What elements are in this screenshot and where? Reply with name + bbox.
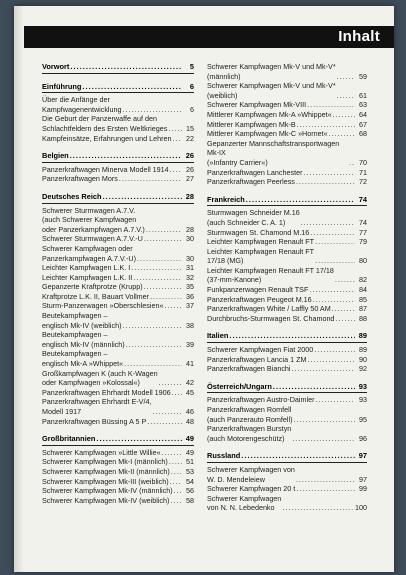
entry-page: 77 bbox=[359, 227, 367, 237]
entry-text: Kraftprotze L.K. II, Bauart Vollmer bbox=[42, 291, 150, 301]
entry-page: 93 bbox=[359, 395, 367, 405]
dot-leader bbox=[170, 165, 182, 175]
entry-text: Leichter Kampfwagen Renault FT 17/18 (MG) bbox=[207, 246, 315, 266]
toc-entry bbox=[42, 95, 194, 114]
dot-leader bbox=[335, 314, 355, 324]
dot-leader bbox=[124, 359, 182, 369]
toc-entry bbox=[42, 292, 194, 302]
entry-page: 71 bbox=[359, 167, 367, 177]
entry-page: 97 bbox=[359, 474, 367, 484]
toc-section bbox=[207, 62, 367, 187]
dot-leader bbox=[229, 331, 355, 341]
page-binding bbox=[14, 6, 24, 572]
section-heading bbox=[42, 82, 194, 94]
section-page: 6 bbox=[189, 81, 194, 91]
header-bar bbox=[24, 26, 394, 48]
dot-leader bbox=[133, 273, 182, 283]
toc-entry bbox=[42, 273, 194, 283]
toc-section bbox=[42, 434, 194, 505]
dot-leader bbox=[170, 477, 182, 487]
entry-page: 22 bbox=[186, 133, 194, 143]
dot-leader bbox=[164, 301, 182, 311]
section-page: 74 bbox=[358, 194, 367, 204]
dot-leader bbox=[297, 120, 355, 130]
entry-text: Schwerer Sturmwagen A.7.V.-U bbox=[42, 234, 143, 244]
entry-page: 70 bbox=[359, 157, 367, 167]
toc-entry bbox=[207, 129, 367, 139]
entry-page: 100 bbox=[355, 503, 367, 513]
toc-entry bbox=[207, 208, 367, 227]
toc-entry bbox=[42, 417, 194, 427]
dot-leader bbox=[122, 321, 182, 331]
dot-leader bbox=[282, 503, 354, 513]
section-heading bbox=[42, 192, 194, 204]
entry-page: 39 bbox=[186, 339, 194, 349]
dot-leader bbox=[70, 62, 182, 72]
entry-page: 35 bbox=[186, 282, 194, 292]
entry-page: 92 bbox=[359, 364, 367, 374]
entry-text: Schwerer Kampfwagen Mk-III (weiblich) bbox=[42, 476, 169, 486]
entry-page: 85 bbox=[359, 294, 367, 304]
entry-text: Funkpanzerwagen Renault TSF bbox=[207, 285, 309, 295]
entry-page: 79 bbox=[359, 237, 367, 247]
toc-entry bbox=[207, 395, 367, 405]
entry-page: 46 bbox=[186, 407, 194, 416]
book-page bbox=[14, 6, 394, 572]
entry-text: Mittlerer Kampfwagen Mk-A »Whippet« bbox=[207, 109, 332, 119]
dot-leader bbox=[170, 496, 182, 506]
toc-entry bbox=[42, 165, 194, 175]
entry-page: 56 bbox=[186, 486, 194, 496]
toc-entry bbox=[207, 139, 367, 168]
entry-page: 89 bbox=[359, 345, 367, 355]
entry-page: 48 bbox=[186, 416, 194, 426]
entry-page: 30 bbox=[186, 253, 194, 263]
entry-text: Panzerkraftwagen Mors bbox=[42, 174, 118, 184]
toc-entry bbox=[207, 266, 367, 285]
toc-entry bbox=[42, 282, 194, 292]
toc-entry bbox=[207, 314, 367, 324]
dot-leader bbox=[315, 256, 355, 266]
entry-text: Schwerer Kampfwagen Mk-IV (weiblich) bbox=[42, 495, 170, 505]
dot-leader bbox=[123, 105, 182, 115]
section-title: Russland bbox=[207, 451, 241, 461]
dot-leader bbox=[310, 228, 355, 238]
entry-text: Panzerkraftwagen Austro-Daimler bbox=[207, 395, 315, 405]
toc-entry bbox=[42, 369, 194, 388]
dot-leader bbox=[301, 218, 355, 228]
dot-leader bbox=[96, 434, 182, 444]
entry-text: Schwerer Kampfwagen Mk-I (männlich) bbox=[42, 457, 168, 467]
toc-entry bbox=[42, 448, 194, 458]
dot-leader bbox=[169, 457, 182, 467]
dot-leader bbox=[159, 378, 182, 388]
toc-entry bbox=[207, 465, 367, 484]
toc-entry bbox=[207, 247, 367, 266]
entry-page: 27 bbox=[186, 174, 194, 184]
entry-page: 6 bbox=[190, 104, 194, 114]
entry-text: Panzerkraftwagen Burstyn (auch Motorengeschütz) bbox=[207, 424, 292, 443]
entry-page: 36 bbox=[186, 291, 194, 301]
entry-text: Panzerkraftwagen Lanchester bbox=[207, 167, 303, 177]
entry-page: 45 bbox=[186, 387, 194, 397]
toc-entry bbox=[207, 355, 367, 365]
section-page: 5 bbox=[189, 62, 194, 71]
entry-text: Schwerer Kampfwagen oder Panzerkampfwagen A.7.V.-U) bbox=[42, 243, 137, 263]
toc-section bbox=[207, 331, 367, 373]
toc-entry bbox=[207, 168, 367, 178]
toc-entry bbox=[207, 494, 367, 513]
dot-leader bbox=[70, 151, 182, 161]
entry-text: Sturmwagen Schneider M.16 (auch Schneider C. A. 1) bbox=[207, 208, 300, 227]
dot-leader bbox=[349, 158, 355, 168]
entry-page: 51 bbox=[186, 457, 194, 467]
entry-page: 72 bbox=[359, 177, 367, 187]
toc-section bbox=[207, 382, 367, 444]
entry-text: Schwerer Kampfwagen Fiat 2000 bbox=[207, 345, 314, 355]
toc-entry bbox=[42, 496, 194, 506]
section-title: Einführung bbox=[42, 81, 82, 91]
toc-entry bbox=[42, 114, 194, 133]
dot-leader bbox=[144, 234, 182, 244]
entry-page: 37 bbox=[186, 301, 194, 311]
entry-page: 84 bbox=[359, 285, 367, 295]
section-title: Vorwort bbox=[42, 62, 70, 71]
section-heading bbox=[42, 434, 194, 446]
dot-leader bbox=[137, 254, 182, 264]
entry-page: 87 bbox=[359, 304, 367, 314]
entry-text: Sturmwagen St. Chamond M.16 bbox=[207, 227, 310, 237]
dot-leader bbox=[171, 467, 182, 477]
entry-text: Leichter Kampfwagen L.K. I bbox=[42, 263, 131, 273]
entry-text: Panzerkraftwagen Bianchi bbox=[207, 364, 291, 374]
dot-leader bbox=[131, 263, 182, 273]
dot-leader bbox=[152, 407, 182, 417]
entry-page: 68 bbox=[359, 129, 367, 139]
entry-page: 41 bbox=[186, 359, 194, 369]
toc-entry bbox=[207, 405, 367, 424]
dot-leader bbox=[332, 304, 355, 314]
entry-text: Beutekampfwagen – englisch Mk-IV (weiblich) bbox=[42, 311, 122, 330]
dot-leader bbox=[150, 292, 182, 302]
entry-text: Panzerkraftwagen Lancia 1 ZM bbox=[207, 354, 307, 364]
dot-leader bbox=[103, 192, 182, 202]
dot-leader bbox=[296, 475, 355, 485]
entry-text: Panzerkraftwagen Peerless bbox=[207, 177, 295, 187]
toc-right-column bbox=[207, 62, 367, 521]
dot-leader bbox=[309, 285, 355, 295]
dot-leader bbox=[315, 395, 355, 405]
entry-text: Schwerer Kampfwagen Mk-VIII bbox=[207, 100, 307, 110]
entry-page: 95 bbox=[359, 414, 367, 424]
toc-section bbox=[207, 451, 367, 513]
entry-text: Panzerkraftwagen White / Laffly 50 AM bbox=[207, 304, 331, 314]
entry-page: 53 bbox=[186, 466, 194, 476]
section-title: Frankreich bbox=[207, 194, 245, 204]
entry-page: 30 bbox=[186, 234, 194, 244]
entry-text: Gepanzerter Mannschaftstransportwagen Mk-IX (»Infantry Carrier«) bbox=[207, 138, 340, 167]
toc-section bbox=[42, 82, 194, 144]
section-page: 49 bbox=[185, 434, 194, 444]
dot-leader bbox=[241, 451, 355, 461]
dot-leader bbox=[273, 382, 355, 392]
toc-entry bbox=[207, 228, 367, 238]
section-page: 97 bbox=[358, 451, 367, 461]
entry-page: 32 bbox=[186, 272, 194, 282]
toc-entry bbox=[207, 295, 367, 305]
entry-text: Leichter Kampfwagen L.K. II bbox=[42, 272, 133, 282]
entry-page: 82 bbox=[359, 275, 367, 285]
entry-page: 90 bbox=[359, 354, 367, 364]
dot-leader bbox=[147, 417, 182, 427]
entry-page: 58 bbox=[186, 495, 194, 505]
toc-entry bbox=[207, 120, 367, 130]
entry-text: Über die Anfänge der Kampfwagenentwicklung bbox=[42, 95, 122, 114]
dot-leader bbox=[315, 237, 355, 247]
section-page: 93 bbox=[358, 381, 367, 391]
entry-page: 96 bbox=[359, 433, 367, 443]
toc-entry bbox=[207, 177, 367, 187]
toc-entry bbox=[207, 424, 367, 443]
dot-leader bbox=[292, 434, 355, 444]
dot-leader bbox=[146, 225, 182, 235]
entry-page: 26 bbox=[186, 164, 194, 174]
toc-entry bbox=[42, 234, 194, 244]
entry-text: Mittlerer Kampfwagen Mk-C »Hornet« bbox=[207, 129, 328, 139]
entry-text: Panzerkraftwagen Ehrhardt E-V/4, Modell 1917 bbox=[42, 397, 152, 416]
entry-text: Schwerer Kampfwagen Mk-V und Mk-V* (männlich) bbox=[207, 62, 336, 81]
dot-leader bbox=[82, 82, 182, 92]
dot-leader bbox=[337, 91, 355, 101]
toc-entry bbox=[207, 81, 367, 100]
dot-leader bbox=[307, 100, 355, 110]
toc-entry bbox=[42, 311, 194, 330]
entry-page: 42 bbox=[186, 378, 194, 388]
section-title: Großbritannien bbox=[42, 434, 96, 444]
entry-page: 54 bbox=[186, 476, 194, 486]
toc-entry bbox=[42, 244, 194, 263]
toc-entry bbox=[42, 206, 194, 235]
toc-left-column bbox=[42, 62, 194, 513]
section-heading bbox=[207, 195, 367, 207]
entry-text: Schwerer Sturmwagen A.7.V. (auch Schwerer Kampfwagen oder Panzerkampfwagen A.7.V.) bbox=[42, 205, 145, 234]
section-title: Italien bbox=[207, 331, 229, 341]
entry-page: 59 bbox=[359, 71, 367, 81]
entry-text: Panzerkraftwagen Minerva Modell 1914 bbox=[42, 164, 169, 174]
toc-entry bbox=[207, 304, 367, 314]
entry-text: Sturm-Panzerwagen »Oberschlesien« bbox=[42, 301, 164, 311]
toc-entry bbox=[207, 345, 367, 355]
dot-leader bbox=[172, 134, 182, 144]
section-page: 26 bbox=[185, 151, 194, 161]
entry-page: 63 bbox=[359, 100, 367, 110]
toc-entry bbox=[207, 62, 367, 81]
entry-text: Schwerer Kampfwagen Mk-II (männlich) bbox=[42, 466, 170, 476]
toc-entry bbox=[42, 263, 194, 273]
page-title: Inhalt bbox=[338, 28, 380, 45]
entry-page: 31 bbox=[186, 263, 194, 273]
entry-page: 15 bbox=[186, 123, 194, 133]
entry-text: Kampfeinsätze, Erfahrungen und Lehren bbox=[42, 133, 172, 143]
entry-text: Gepanzerte Kraftprotze (Krupp) bbox=[42, 282, 143, 292]
toc-entry bbox=[42, 467, 194, 477]
entry-page: 28 bbox=[186, 224, 194, 234]
entry-page: 61 bbox=[359, 90, 367, 100]
toc-section bbox=[42, 62, 194, 74]
entry-page: 88 bbox=[359, 313, 367, 323]
toc-entry bbox=[207, 237, 367, 247]
dot-leader bbox=[313, 295, 355, 305]
toc-entry bbox=[207, 285, 367, 295]
entry-text: Panzerkraftwagen Ehrhardt Modell 1906 bbox=[42, 387, 171, 397]
toc-entry bbox=[42, 477, 194, 487]
toc-section bbox=[42, 192, 194, 426]
dot-leader bbox=[304, 168, 356, 178]
toc-entry bbox=[42, 349, 194, 368]
entry-text: Großkampfwagen K (auch K-Wagen oder Kampfwagen »Kolossal«) bbox=[42, 368, 158, 388]
toc-entry bbox=[42, 388, 194, 398]
dot-leader bbox=[337, 72, 355, 82]
section-title: Belgien bbox=[42, 151, 69, 161]
entry-text: Panzerkraftwagen Romfell (auch Panzerauto Romfell) bbox=[207, 405, 293, 424]
dot-leader bbox=[329, 129, 355, 139]
toc-entry bbox=[207, 484, 367, 494]
entry-text: Leichter Kampfwagen Renault FT 17/18 (37-mm-Kanone) bbox=[207, 265, 334, 285]
dot-leader bbox=[296, 484, 355, 494]
entry-text: Leichter Kampfwagen Renault FT bbox=[207, 237, 315, 247]
dot-leader bbox=[246, 195, 355, 205]
toc-entry bbox=[207, 110, 367, 120]
entry-page: 67 bbox=[359, 119, 367, 129]
entry-text: Die Geburt der Panzerwaffe auf den Schlachtfeldern des Ersten Weltkrieges bbox=[42, 114, 168, 133]
section-heading bbox=[207, 382, 367, 394]
entry-page: 80 bbox=[359, 256, 367, 266]
section-heading bbox=[207, 451, 367, 463]
dot-leader bbox=[144, 282, 182, 292]
entry-text: Beutekampfwagen – englisch Mk-IV (männlich) bbox=[42, 330, 125, 349]
dot-leader bbox=[307, 355, 355, 365]
section-title: Österreich/Ungarn bbox=[207, 381, 272, 391]
entry-text: Schwerer Kampfwagen »Little Willie« bbox=[42, 447, 161, 457]
dot-leader bbox=[294, 415, 356, 425]
entry-text: Panzerkraftwagen Peugeot M.16 bbox=[207, 294, 312, 304]
toc-entry bbox=[42, 174, 194, 184]
dot-leader bbox=[119, 174, 182, 184]
toc-entry bbox=[42, 397, 194, 416]
toc-entry bbox=[207, 364, 367, 374]
toc-entry bbox=[42, 486, 194, 496]
entry-text: Panzerkraftwagen Büssing A 5 P bbox=[42, 416, 147, 426]
section-heading bbox=[207, 331, 367, 343]
dot-leader bbox=[172, 388, 182, 398]
entry-text: Schwerer Kampfwagen von N. N. Lebedenko bbox=[207, 493, 282, 513]
entry-page: 38 bbox=[186, 320, 194, 330]
toc-entry bbox=[207, 100, 367, 110]
section-page: 28 bbox=[185, 191, 194, 201]
entry-text: Schwerer Kampfwagen Mk-IV (männlich) bbox=[42, 486, 173, 496]
toc-entry bbox=[42, 134, 194, 144]
entry-page: 99 bbox=[359, 484, 367, 494]
toc-entry bbox=[42, 457, 194, 467]
dot-leader bbox=[333, 110, 355, 120]
toc-section bbox=[207, 195, 367, 324]
entry-text: Beutekampfwagen – englisch Mk-A »Whippet« bbox=[42, 349, 124, 369]
dot-leader bbox=[126, 340, 182, 350]
entry-text: Mittlerer Kampfwagen Mk-B bbox=[207, 119, 296, 129]
dot-leader bbox=[162, 448, 182, 458]
dot-leader bbox=[314, 345, 355, 355]
section-heading bbox=[42, 62, 194, 74]
entry-page: 49 bbox=[186, 447, 194, 457]
dot-leader bbox=[168, 124, 182, 134]
entry-text: Durchbruchs-Sturmwagen St. Chamond bbox=[207, 313, 335, 323]
section-title: Deutsches Reich bbox=[42, 191, 102, 201]
entry-text: Schwerer Kampfwagen Mk-V und Mk-V* (weiblich) bbox=[207, 81, 336, 100]
section-heading bbox=[42, 151, 194, 163]
section-page: 89 bbox=[358, 331, 367, 341]
toc-entry bbox=[42, 301, 194, 311]
entry-page: 64 bbox=[359, 109, 367, 119]
dot-leader bbox=[335, 275, 355, 285]
dot-leader bbox=[292, 364, 355, 374]
entry-text: Schwerer Kampfwagen von W. D. Mendeleiew bbox=[207, 464, 295, 484]
entry-text: Schwerer Kampfwagen 20 t bbox=[207, 484, 296, 494]
toc-section bbox=[42, 151, 194, 184]
toc-entry bbox=[42, 330, 194, 349]
entry-page: 74 bbox=[359, 217, 367, 227]
dot-leader bbox=[296, 177, 355, 187]
dot-leader bbox=[174, 486, 182, 496]
